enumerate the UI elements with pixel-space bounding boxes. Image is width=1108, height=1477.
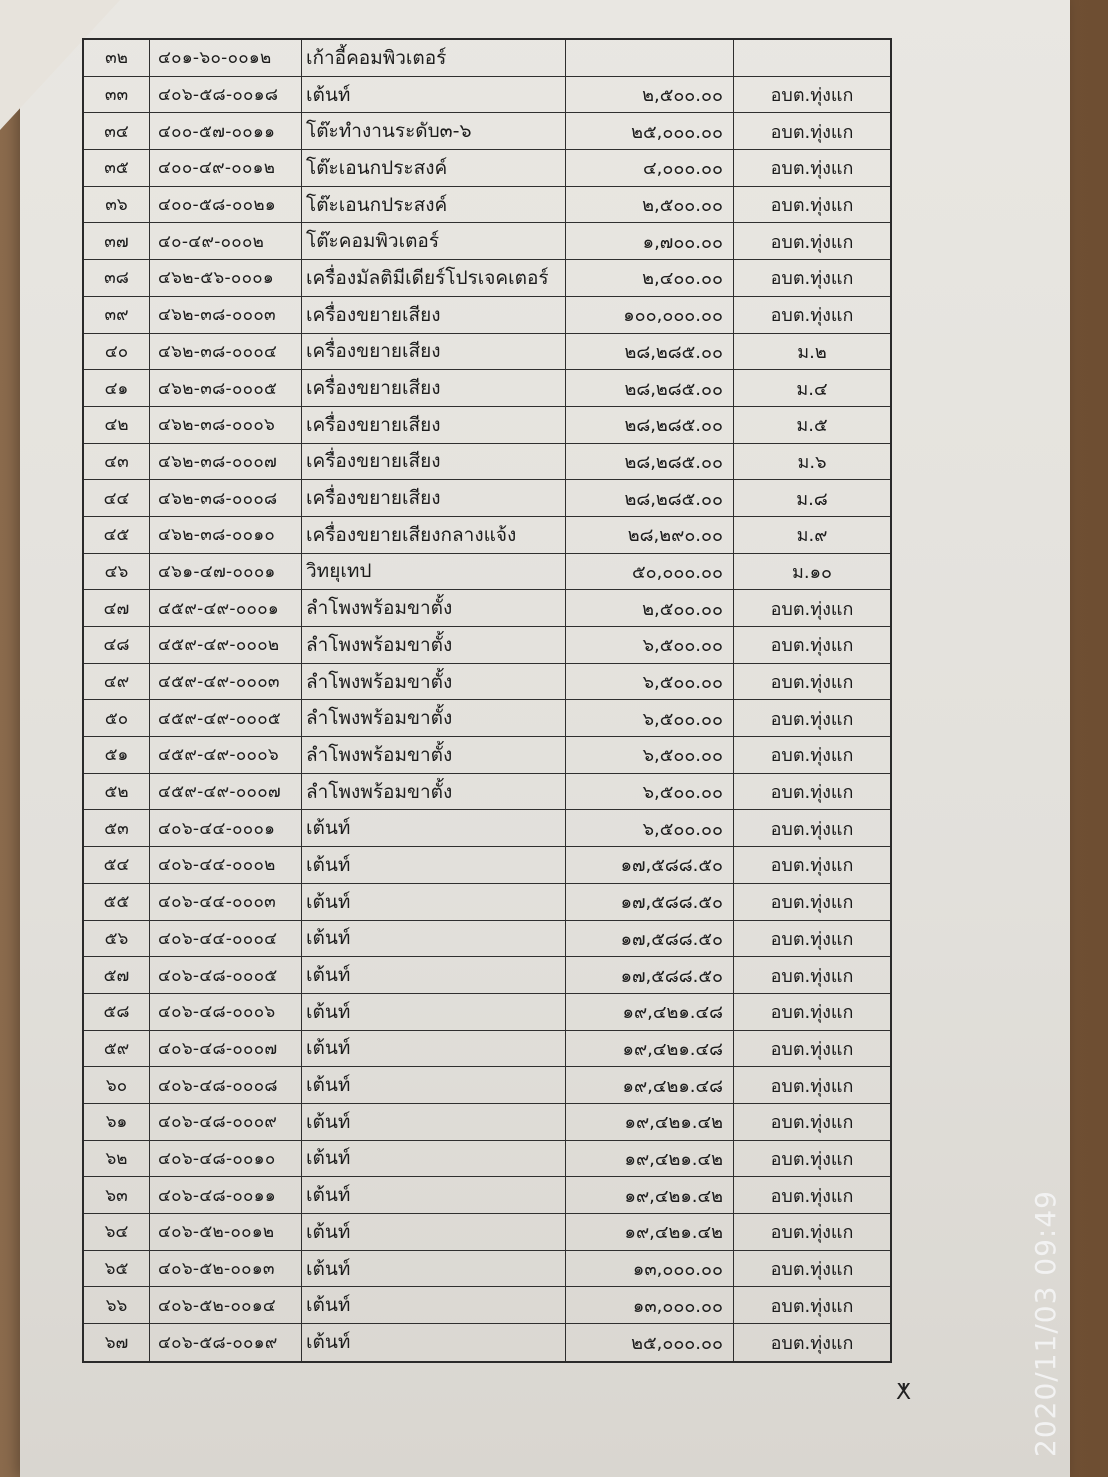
asset-price: ๒,๔๐๐.๐๐ <box>566 260 734 296</box>
asset-code: ๔๖๒-๓๘-๐๐๐๓ <box>150 297 302 333</box>
asset-price: ๒๘,๒๘๕.๐๐ <box>566 480 734 516</box>
asset-location: อบต.ทุ่งแก <box>770 782 854 804</box>
asset-location: อบต.ทุ่งแก <box>770 158 854 180</box>
table-row <box>84 1251 890 1288</box>
asset-location: ม.๘ <box>796 488 828 510</box>
asset-location: ม.๕ <box>796 415 828 437</box>
asset-location: ม.๖ <box>797 451 827 473</box>
asset-price: ๕๐,๐๐๐.๐๐ <box>566 554 734 590</box>
row-number: ๕๒ <box>84 774 150 810</box>
asset-code: ๔๖๒-๓๘-๐๐๐๗ <box>150 444 302 480</box>
asset-name: เต้นท์ <box>302 1141 566 1177</box>
table-row <box>84 1031 890 1068</box>
table-row <box>84 407 890 444</box>
asset-price: ๑๓,๐๐๐.๐๐ <box>566 1287 734 1323</box>
asset-code: ๔๐๖-๔๘-๐๐๐๗ <box>150 1031 302 1067</box>
table-row <box>84 1104 890 1141</box>
asset-code: ๔๐-๔๙-๐๐๐๒ <box>150 223 302 259</box>
row-number: ๓๗ <box>84 223 150 259</box>
asset-name: เต้นท์ <box>302 1104 566 1140</box>
asset-price: ๑๙,๔๒๑.๔๒ <box>566 1214 734 1250</box>
asset-code: ๔๕๙-๔๙-๐๐๐๖ <box>150 737 302 773</box>
row-number: ๖๓ <box>84 1177 150 1213</box>
table-row <box>84 113 890 150</box>
asset-location: อบต.ทุ่งแก <box>770 231 854 253</box>
asset-name: ลำโพงพร้อมขาตั้ง <box>302 664 566 700</box>
table-row <box>84 223 890 260</box>
table-row <box>84 260 890 297</box>
asset-location: อบต.ทุ่งแก <box>770 121 854 143</box>
table-row <box>84 334 890 371</box>
asset-location: อบต.ทุ่งแก <box>770 892 854 914</box>
row-number: ๓๔ <box>84 113 150 149</box>
row-number: ๖๐ <box>84 1067 150 1103</box>
asset-code: ๔๐๖-๔๔-๐๐๐๑ <box>150 810 302 846</box>
table-row <box>84 554 890 591</box>
asset-name: เต้นท์ <box>302 77 566 113</box>
asset-price: ๑๙,๔๒๑.๔๒ <box>566 1141 734 1177</box>
asset-price: ๑๐๐,๐๐๐.๐๐ <box>566 297 734 333</box>
asset-price: ๒,๕๐๐.๐๐ <box>566 77 734 113</box>
asset-price: ๖,๕๐๐.๐๐ <box>566 664 734 700</box>
asset-price: ๒๘,๒๙๐.๐๐ <box>566 517 734 553</box>
asset-name: เครื่องขยายเสียง <box>302 370 566 406</box>
asset-code: ๔๐๐-๔๙-๐๐๑๒ <box>150 150 302 186</box>
row-number: ๕๕ <box>84 884 150 920</box>
asset-name: เต้นท์ <box>302 994 566 1030</box>
asset-price: ๑๗,๕๘๘.๕๐ <box>566 957 734 993</box>
asset-price: ๑๗,๕๘๘.๕๐ <box>566 921 734 957</box>
table-row <box>84 700 890 737</box>
table-row <box>84 517 890 554</box>
asset-location: ม.๒ <box>797 341 827 363</box>
table-row <box>84 187 890 224</box>
row-number: ๓๒ <box>84 40 150 76</box>
asset-code: ๔๐๖-๕๘-๐๐๑๙ <box>150 1324 302 1361</box>
asset-name: โต๊ะทำงานระดับ๓-๖ <box>302 113 566 149</box>
asset-location: อบต.ทุ่งแก <box>770 1295 854 1317</box>
asset-location: อบต.ทุ่งแก <box>770 928 854 950</box>
asset-name: เครื่องขยายเสียง <box>302 480 566 516</box>
row-number: ๖๑ <box>84 1104 150 1140</box>
row-number: ๖๗ <box>84 1324 150 1361</box>
asset-code: ๔๐๖-๔๘-๐๐๑๑ <box>150 1177 302 1213</box>
photo-timestamp: 2020/11/03 09:49 <box>1029 1190 1062 1457</box>
asset-name: เครื่องขยายเสียง <box>302 444 566 480</box>
asset-price: ๖,๕๐๐.๐๐ <box>566 737 734 773</box>
table-row <box>84 810 890 847</box>
asset-price: ๑๗,๕๘๘.๕๐ <box>566 847 734 883</box>
asset-location: อบต.ทุ่งแก <box>770 1075 854 1097</box>
row-number: ๕๐ <box>84 700 150 736</box>
asset-name: เต้นท์ <box>302 1251 566 1287</box>
row-number: ๕๔ <box>84 847 150 883</box>
row-number: ๓๕ <box>84 150 150 186</box>
asset-location: อบต.ทุ่งแก <box>770 1038 854 1060</box>
asset-price: ๒๘,๒๘๕.๐๐ <box>566 444 734 480</box>
table-row <box>84 847 890 884</box>
asset-location: อบต.ทุ่งแก <box>770 1259 854 1281</box>
asset-price: ๑๙,๔๒๑.๔๘ <box>566 1067 734 1103</box>
asset-code: ๔๐๖-๔๘-๐๐๑๐ <box>150 1141 302 1177</box>
asset-name: เต้นท์ <box>302 810 566 846</box>
asset-code: ๔๖๒-๓๘-๐๐๐๘ <box>150 480 302 516</box>
asset-location: ม.๑๐ <box>792 561 832 583</box>
asset-name: เครื่องขยายเสียง <box>302 334 566 370</box>
asset-location: อบต.ทุ่งแก <box>770 708 854 730</box>
asset-price: ๑๙,๔๒๑.๔๒ <box>566 1104 734 1140</box>
asset-code: ๔๐๑-๖๐-๐๐๑๒ <box>150 40 302 76</box>
asset-code: ๔๖๒-๓๘-๐๐๑๐ <box>150 517 302 553</box>
table-row <box>84 1067 890 1104</box>
asset-location: อบต.ทุ่งแก <box>770 268 854 290</box>
row-number: ๕๗ <box>84 957 150 993</box>
asset-code: ๔๕๙-๔๙-๐๐๐๒ <box>150 627 302 663</box>
asset-table <box>82 38 892 1363</box>
asset-code: ๔๐๖-๕๒-๐๐๑๔ <box>150 1287 302 1323</box>
row-number: ๓๘ <box>84 260 150 296</box>
asset-price: ๑๓,๐๐๐.๐๐ <box>566 1251 734 1287</box>
table-row <box>84 297 890 334</box>
asset-code: ๔๐๖-๕๒-๐๐๑๓ <box>150 1251 302 1287</box>
asset-name: เต้นท์ <box>302 1031 566 1067</box>
asset-price: ๖,๕๐๐.๐๐ <box>566 627 734 663</box>
asset-code: ๔๖๒-๓๘-๐๐๐๖ <box>150 407 302 443</box>
asset-name: โต๊ะเอนกประสงค์ <box>302 187 566 223</box>
asset-price: ๑๙,๔๒๑.๔๘ <box>566 1031 734 1067</box>
table-row <box>84 150 890 187</box>
asset-name: โต๊ะคอมพิวเตอร์ <box>302 223 566 259</box>
asset-price: ๒๕,๐๐๐.๐๐ <box>566 1324 734 1361</box>
asset-location: อบต.ทุ่งแก <box>770 745 854 767</box>
row-number: ๔๐ <box>84 334 150 370</box>
asset-price: ๑๙,๔๒๑.๔๘ <box>566 994 734 1030</box>
asset-location: อบต.ทุ่งแก <box>770 195 854 217</box>
asset-code: ๔๐๖-๔๔-๐๐๐๓ <box>150 884 302 920</box>
asset-price <box>566 40 734 76</box>
asset-code: ๔๐๖-๔๘-๐๐๐๙ <box>150 1104 302 1140</box>
row-number: ๕๓ <box>84 810 150 846</box>
asset-location: อบต.ทุ่งแก <box>770 1185 854 1207</box>
asset-code: ๔๐๖-๔๔-๐๐๐๔ <box>150 921 302 957</box>
asset-name: วิทยุเทป <box>302 554 566 590</box>
asset-location: อบต.ทุ่งแก <box>770 965 854 987</box>
row-number: ๕๑ <box>84 737 150 773</box>
table-row <box>84 1141 890 1178</box>
asset-name: เครื่องมัลติมีเดียร์โปรเจคเตอร์ <box>302 260 566 296</box>
asset-name: ลำโพงพร้อมขาตั้ง <box>302 737 566 773</box>
asset-location: อบต.ทุ่งแก <box>770 85 854 107</box>
asset-price: ๖,๕๐๐.๐๐ <box>566 700 734 736</box>
asset-location <box>734 40 890 76</box>
row-number: ๔๓ <box>84 444 150 480</box>
asset-name: เต้นท์ <box>302 921 566 957</box>
asset-code: ๔๐๖-๔๘-๐๐๐๕ <box>150 957 302 993</box>
asset-name: เครื่องขยายเสียง <box>302 407 566 443</box>
table-row <box>84 1214 890 1251</box>
table-row <box>84 444 890 481</box>
asset-location: อบต.ทุ่งแก <box>770 1112 854 1134</box>
asset-name: เต้นท์ <box>302 1177 566 1213</box>
asset-code: ๔๐๖-๔๘-๐๐๐๖ <box>150 994 302 1030</box>
table-row <box>84 77 890 114</box>
asset-price: ๖,๕๐๐.๐๐ <box>566 810 734 846</box>
row-number: ๔๘ <box>84 627 150 663</box>
table-row <box>84 664 890 701</box>
asset-name: เต้นท์ <box>302 1287 566 1323</box>
row-number: ๕๙ <box>84 1031 150 1067</box>
row-number: ๔๑ <box>84 370 150 406</box>
asset-name: ลำโพงพร้อมขาตั้ง <box>302 700 566 736</box>
table-row <box>84 957 890 994</box>
asset-location: อบต.ทุ่งแก <box>770 855 854 877</box>
row-number: ๔๗ <box>84 590 150 626</box>
row-number: ๕๖ <box>84 921 150 957</box>
asset-location: ม.๙ <box>796 525 828 547</box>
row-number: ๔๖ <box>84 554 150 590</box>
asset-code: ๔๕๙-๔๙-๐๐๐๓ <box>150 664 302 700</box>
row-number: ๖๕ <box>84 1251 150 1287</box>
asset-code: ๔๐๐-๕๘-๐๐๒๑ <box>150 187 302 223</box>
asset-name: เก้าอี้คอมพิวเตอร์ <box>302 40 566 76</box>
table-row <box>84 1177 890 1214</box>
asset-name: เต้นท์ <box>302 1067 566 1103</box>
asset-code: ๔๖๒-๓๘-๐๐๐๕ <box>150 370 302 406</box>
asset-price: ๒๘,๒๘๕.๐๐ <box>566 334 734 370</box>
asset-location: อบต.ทุ่งแก <box>770 1332 854 1354</box>
row-number: ๔๙ <box>84 664 150 700</box>
asset-price: ๒๘,๒๘๕.๐๐ <box>566 407 734 443</box>
row-number: ๓๖ <box>84 187 150 223</box>
table-row <box>84 774 890 811</box>
asset-name: เต้นท์ <box>302 847 566 883</box>
asset-location: อบต.ทุ่งแก <box>770 1222 854 1244</box>
asset-code: ๔๐๖-๕๘-๐๐๑๘ <box>150 77 302 113</box>
asset-price: ๒๕,๐๐๐.๐๐ <box>566 113 734 149</box>
asset-price: ๑,๗๐๐.๐๐ <box>566 223 734 259</box>
asset-price: ๒,๕๐๐.๐๐ <box>566 187 734 223</box>
asset-name: เต้นท์ <box>302 1324 566 1361</box>
asset-code: ๔๐๖-๕๒-๐๐๑๒ <box>150 1214 302 1250</box>
asset-price: ๑๙,๔๒๑.๔๒ <box>566 1177 734 1213</box>
table-row <box>84 1324 890 1361</box>
asset-location: อบต.ทุ่งแก <box>770 1148 854 1170</box>
asset-location: อบต.ทุ่งแก <box>770 1002 854 1024</box>
table-row <box>84 1287 890 1324</box>
margin-mark: ⵅ <box>896 1380 911 1405</box>
asset-name: ลำโพงพร้อมขาตั้ง <box>302 590 566 626</box>
asset-name: เครื่องขยายเสียงกลางแจ้ง <box>302 517 566 553</box>
row-number: ๔๕ <box>84 517 150 553</box>
asset-code: ๔๐๖-๔๔-๐๐๐๒ <box>150 847 302 883</box>
asset-code: ๔๕๙-๔๙-๐๐๐๕ <box>150 700 302 736</box>
asset-name: เต้นท์ <box>302 957 566 993</box>
row-number: ๓๓ <box>84 77 150 113</box>
asset-price: ๒๘,๒๘๕.๐๐ <box>566 370 734 406</box>
asset-location: ม.๔ <box>796 378 828 400</box>
row-number: ๔๒ <box>84 407 150 443</box>
table-row <box>84 590 890 627</box>
asset-price: ๑๗,๕๘๘.๕๐ <box>566 884 734 920</box>
asset-price: ๒,๕๐๐.๐๐ <box>566 590 734 626</box>
table-row <box>84 994 890 1031</box>
row-number: ๖๒ <box>84 1141 150 1177</box>
row-number: ๓๙ <box>84 297 150 333</box>
table-row <box>84 921 890 958</box>
asset-code: ๔๖๒-๓๘-๐๐๐๔ <box>150 334 302 370</box>
asset-code: ๔๐๐-๕๗-๐๐๑๑ <box>150 113 302 149</box>
asset-location: อบต.ทุ่งแก <box>770 598 854 620</box>
table-row <box>84 884 890 921</box>
asset-name: เครื่องขยายเสียง <box>302 297 566 333</box>
table-row <box>84 40 890 77</box>
asset-location: อบต.ทุ่งแก <box>770 818 854 840</box>
asset-location: อบต.ทุ่งแก <box>770 305 854 327</box>
asset-name: ลำโพงพร้อมขาตั้ง <box>302 774 566 810</box>
asset-code: ๔๕๙-๔๙-๐๐๐๗ <box>150 774 302 810</box>
asset-price: ๔,๐๐๐.๐๐ <box>566 150 734 186</box>
asset-code: ๔๐๖-๔๘-๐๐๐๘ <box>150 1067 302 1103</box>
table-row <box>84 737 890 774</box>
asset-location: อบต.ทุ่งแก <box>770 635 854 657</box>
asset-name: ลำโพงพร้อมขาตั้ง <box>302 627 566 663</box>
asset-name: เต้นท์ <box>302 1214 566 1250</box>
asset-name: โต๊ะเอนกประสงค์ <box>302 150 566 186</box>
row-number: ๖๔ <box>84 1214 150 1250</box>
table-row <box>84 480 890 517</box>
row-number: ๖๖ <box>84 1287 150 1323</box>
table-row <box>84 370 890 407</box>
row-number: ๔๔ <box>84 480 150 516</box>
asset-code: ๔๖๒-๕๖-๐๐๐๑ <box>150 260 302 296</box>
asset-code: ๔๕๙-๔๙-๐๐๐๑ <box>150 590 302 626</box>
asset-code: ๔๖๑-๔๗-๐๐๐๑ <box>150 554 302 590</box>
table-row <box>84 627 890 664</box>
asset-price: ๖,๕๐๐.๐๐ <box>566 774 734 810</box>
asset-name: เต้นท์ <box>302 884 566 920</box>
row-number: ๕๘ <box>84 994 150 1030</box>
asset-location: อบต.ทุ่งแก <box>770 672 854 694</box>
